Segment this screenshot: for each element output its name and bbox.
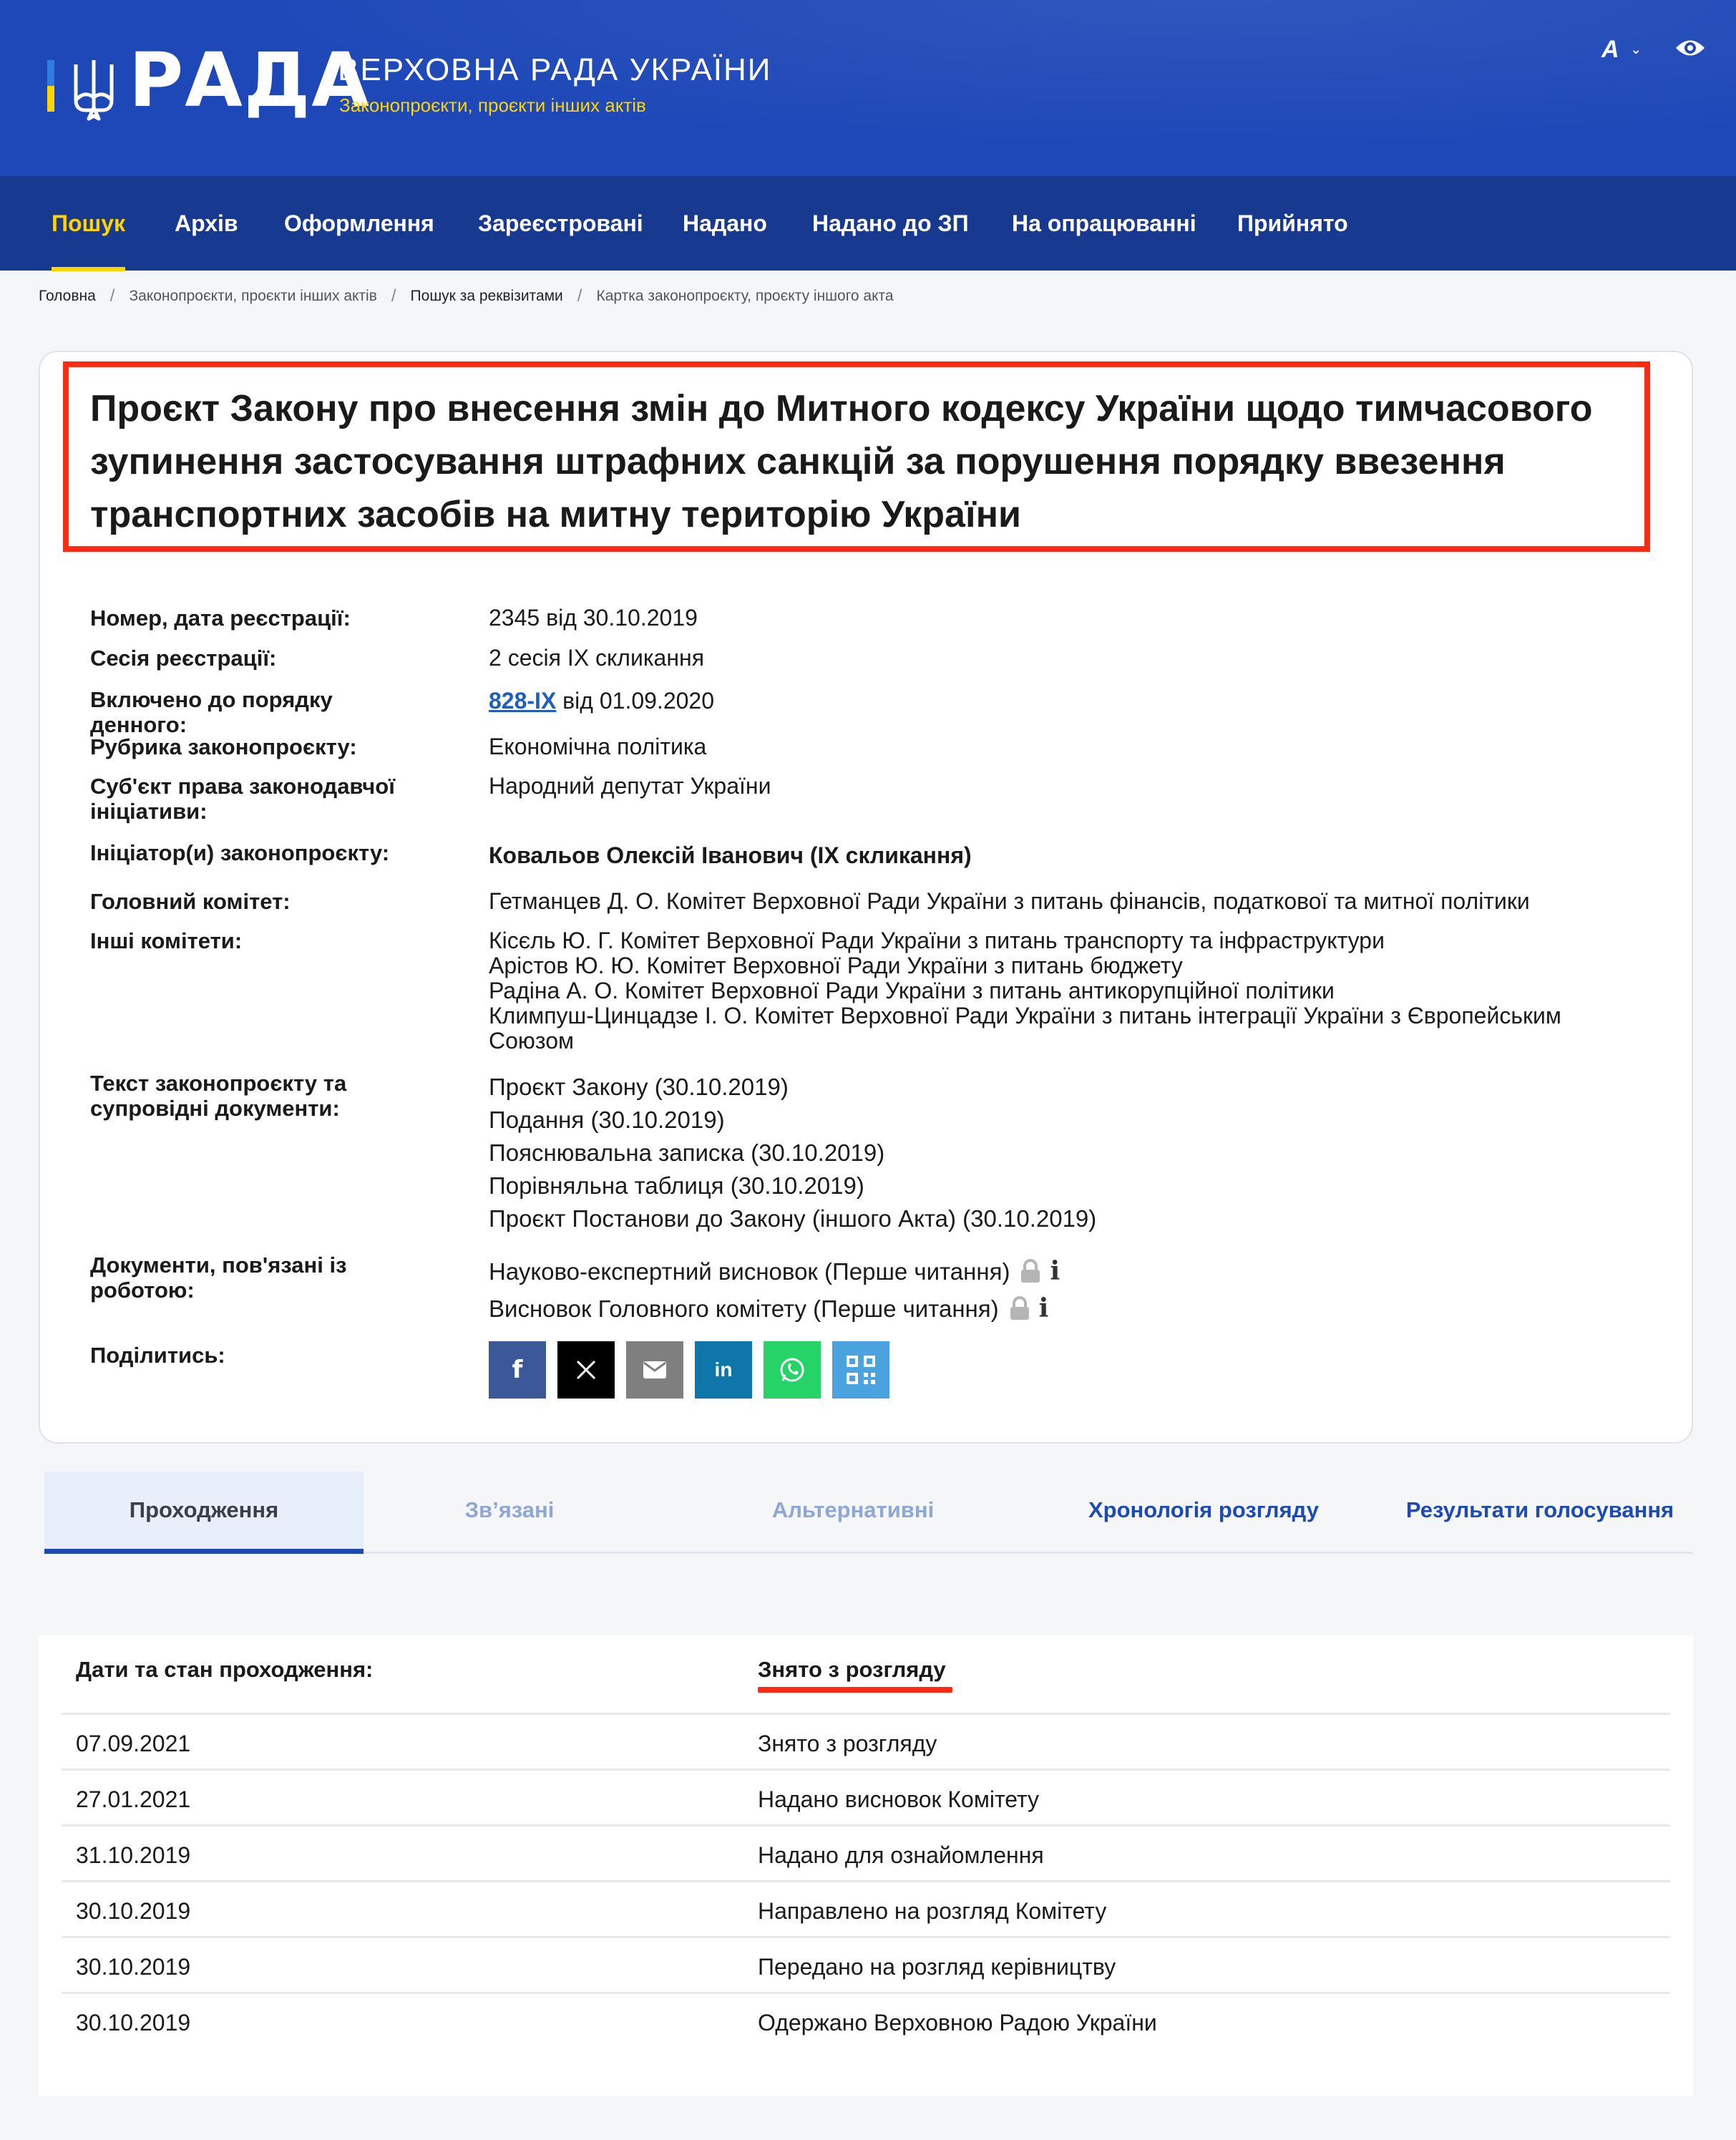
nav-item-submitted-zp[interactable]: Надано до ЗП xyxy=(812,210,969,236)
breadcrumb-search[interactable]: Пошук за реквізитами xyxy=(410,288,563,304)
breadcrumb-separator: / xyxy=(577,286,582,306)
row-date: 27.01.2021 xyxy=(76,1786,191,1812)
eye-icon[interactable] xyxy=(1674,37,1706,59)
facebook-icon[interactable]: f xyxy=(489,1341,546,1399)
breadcrumb-separator: / xyxy=(109,286,115,306)
table-row xyxy=(62,1769,1670,1824)
info-icon[interactable]: i xyxy=(1050,1255,1060,1286)
info-icon[interactable]: i xyxy=(1038,1293,1049,1323)
label-registration: Номер, дата реєстрації: xyxy=(90,605,351,631)
row-status: Надано висновок Комітету xyxy=(758,1786,1039,1812)
committee-item: Радіна А. О. Комітет Верховної Ради України з питань антикорупційної політики xyxy=(489,978,1335,1003)
trident-icon xyxy=(70,57,117,123)
font-size-selector[interactable] xyxy=(1601,36,1642,64)
passage-table xyxy=(39,1635,1693,2096)
chevron-down-icon: ⌄ xyxy=(1630,42,1642,57)
value-main-committee: Гетманцев Д. О. Комітет Верховної Ради України з питань фінансів, податкової та митної політики xyxy=(489,888,1530,914)
row-date: 31.10.2019 xyxy=(76,1842,191,1868)
logo-wordmark[interactable]: РАДА xyxy=(129,37,371,124)
site-title[interactable]: ВЕРХОВНА РАДА УКРАЇНИ xyxy=(338,52,772,87)
lock-icon xyxy=(1009,1296,1030,1321)
label-session: Сесія реєстрації: xyxy=(90,646,277,671)
nav-item-submitted[interactable]: Надано xyxy=(683,210,767,236)
label-rubric: Рубрика законопроєкту: xyxy=(90,734,357,759)
font-size-label: A xyxy=(1601,36,1619,63)
nav-item-archive[interactable]: Архів xyxy=(175,210,238,236)
agenda-link[interactable]: 828-IX xyxy=(489,688,557,714)
committee-item: Кісєль Ю. Г. Комітет Верховної Ради України з питань транспорту та інфраструктури xyxy=(489,928,1385,953)
table-row xyxy=(62,1824,1670,1880)
related-doc-item[interactable] xyxy=(489,1253,1634,1290)
lock-icon xyxy=(1020,1259,1041,1283)
row-status: Передано на розгляд керівництву xyxy=(758,1954,1116,1980)
flag-stripe xyxy=(47,60,54,112)
agenda-date: від 01.09.2020 xyxy=(556,688,714,714)
linkedin-icon[interactable]: in xyxy=(695,1341,752,1399)
row-date: 30.10.2019 xyxy=(76,1898,191,1924)
label-share: Поділитись: xyxy=(90,1343,225,1368)
committee-item: Арістов Ю. Ю. Комітет Верховної Ради України з питань бюджету xyxy=(489,953,1183,978)
email-icon[interactable] xyxy=(626,1341,683,1399)
label-other-committees: Інші комітети: xyxy=(90,928,243,953)
main-nav xyxy=(0,175,1736,271)
nav-item-registered[interactable]: Зареєстровані xyxy=(478,210,643,236)
breadcrumb xyxy=(39,286,894,306)
row-date: 30.10.2019 xyxy=(76,2010,191,2036)
bill-title: Проєкт Закону про внесення змін до Митного кодексу України щодо тимчасового зупинення застосування штрафних санкцій за порушення порядку ввезення транспортних засобів на митну територію України xyxy=(90,388,1593,535)
passage-header-label: Дати та стан проходження: xyxy=(76,1657,374,1682)
committee-item: Климпуш-Цинцадзе І. О. Комітет Верховної Ради України з питань інтеграції України з Європейським Союзом xyxy=(489,1003,1561,1054)
document-link[interactable]: Пояснювальна записка (30.10.2019) xyxy=(489,1139,885,1166)
table-row xyxy=(62,1713,1670,1769)
breadcrumb-separator: / xyxy=(391,286,396,306)
tab-passage[interactable]: Проходження xyxy=(44,1472,364,1554)
label-subject: Суб'єкт права законодавчої ініціативи: xyxy=(90,774,395,824)
site-header xyxy=(0,0,1736,175)
site-subtitle: Законопроєкти, проєкти інших актів xyxy=(339,94,646,116)
tab-voting-results[interactable]: Результати голосування xyxy=(1405,1497,1674,1522)
row-date: 30.10.2019 xyxy=(76,1954,191,1980)
nav-item-adopted[interactable]: Прийнято xyxy=(1237,210,1348,236)
value-texts xyxy=(489,1071,1634,1235)
nav-item-formatting[interactable]: Оформлення xyxy=(284,210,434,236)
label-agenda: Включено до порядку денного: xyxy=(90,687,333,737)
tab-alternative[interactable]: Альтернативні xyxy=(771,1497,935,1522)
status-highlight-underline xyxy=(758,1687,952,1693)
whatsapp-icon[interactable] xyxy=(764,1341,821,1399)
related-doc-item[interactable] xyxy=(489,1290,1634,1327)
row-status: Надано для ознайомлення xyxy=(758,1842,1044,1868)
share-buttons xyxy=(489,1341,889,1399)
row-date: 07.09.2021 xyxy=(76,1731,191,1756)
table-row xyxy=(62,1880,1670,1936)
document-link[interactable]: Проєкт Постанови до Закону (іншого Акта) (30.10.2019) xyxy=(489,1205,1097,1232)
row-status: Направлено на розгляд Комітету xyxy=(758,1898,1107,1924)
qr-code-icon[interactable] xyxy=(832,1341,889,1399)
related-doc-label: Висновок Головного комітету (Перше читання) xyxy=(489,1295,999,1322)
current-status: Знято з розгляду xyxy=(758,1657,946,1682)
value-other-committees xyxy=(489,928,1627,1054)
table-row xyxy=(62,1992,1670,2048)
tab-bar xyxy=(44,1472,1693,1554)
value-session: 2 сесія IX скликання xyxy=(489,645,705,671)
row-status: Знято з розгляду xyxy=(758,1731,937,1756)
nav-item-search[interactable]: Пошук xyxy=(52,176,125,271)
row-status: Одержано Верховною Радою України xyxy=(758,2010,1157,2036)
document-link[interactable]: Проєкт Закону (30.10.2019) xyxy=(489,1074,789,1100)
nav-item-in-progress[interactable]: На опрацюванні xyxy=(1012,210,1196,236)
tab-related[interactable]: Зв’язані xyxy=(464,1497,555,1522)
value-subject: Народний депутат України xyxy=(489,773,771,799)
value-registration: 2345 від 30.10.2019 xyxy=(489,605,698,631)
document-link[interactable]: Порівняльна таблиця (30.10.2019) xyxy=(489,1172,864,1199)
label-main-committee: Головний комітет: xyxy=(90,889,291,914)
table-row xyxy=(62,1936,1670,1992)
related-doc-label: Науково-експертний висновок (Перше читання) xyxy=(489,1258,1010,1285)
breadcrumb-bills[interactable]: Законопроєкти, проєкти інших актів xyxy=(129,288,377,304)
label-related-docs: Документи, пов'язані із роботою: xyxy=(90,1253,347,1303)
breadcrumb-current: Картка законопроєкту, проєкту іншого акта xyxy=(596,288,894,304)
tab-chronology[interactable]: Хронологія розгляду xyxy=(1088,1497,1319,1522)
breadcrumb-home[interactable]: Головна xyxy=(39,288,96,304)
value-agenda xyxy=(489,689,1634,714)
value-initiator[interactable]: Ковальов Олексій Іванович (IX скликання) xyxy=(489,842,972,868)
value-rubric: Економічна політика xyxy=(489,734,707,759)
document-link[interactable]: Подання (30.10.2019) xyxy=(489,1107,725,1133)
label-initiators: Ініціатор(и) законопроєкту: xyxy=(90,840,390,865)
value-related-docs xyxy=(489,1253,1634,1327)
label-texts: Текст законопроєкту та супровідні документи: xyxy=(90,1071,347,1121)
x-icon[interactable] xyxy=(557,1341,615,1399)
